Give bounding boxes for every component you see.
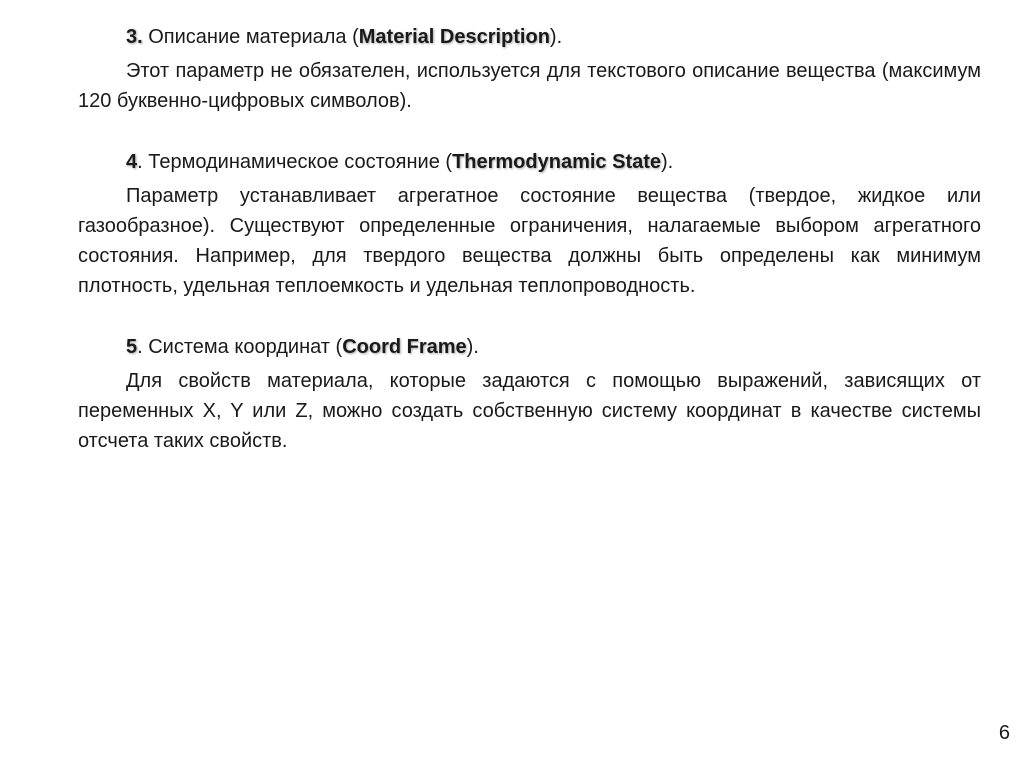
section-title-prefix: . Термодинамическое состояние ( bbox=[137, 151, 453, 173]
section-coord-frame bbox=[78, 332, 981, 456]
section-number: 4 bbox=[126, 151, 138, 173]
section-heading bbox=[78, 22, 981, 52]
section-title-prefix: Описание материала ( bbox=[142, 26, 359, 48]
section-title-suffix: ). bbox=[466, 336, 479, 358]
section-title-suffix: ). bbox=[661, 151, 674, 173]
section-material-description bbox=[78, 22, 981, 116]
section-body-text: Для свойств материала, которые задаются с помощью выражений, зависящих от переменных X, Y или Z, можно создать собственную систему координат в качестве системы отсчета таких свойств. bbox=[78, 370, 981, 452]
section-term: Material Description bbox=[358, 26, 550, 48]
page-number: 6 bbox=[998, 722, 1010, 744]
section-title-prefix: . Система координат ( bbox=[137, 336, 343, 358]
section-thermodynamic-state bbox=[78, 147, 981, 301]
section-heading bbox=[78, 332, 981, 362]
section-title-suffix: ). bbox=[549, 26, 563, 48]
section-body-text: Этот параметр не обязателен, используется для текстового описание вещества (максимум 120 буквенно-цифровых символов). bbox=[78, 60, 981, 112]
section-heading bbox=[78, 147, 981, 177]
section-number: 3. bbox=[126, 26, 143, 48]
section-term: Coord Frame bbox=[342, 336, 467, 358]
section-number: 5 bbox=[126, 336, 138, 358]
slide-content bbox=[78, 22, 981, 456]
section-term: Thermodynamic State bbox=[452, 151, 662, 173]
section-body-text: Параметр устанавливает агрегатное состояние вещества (твердое, жидкое или газообразное). Существуют определенные ограничения, налагаемые выбором агрегатного состояния. Например, для твердого вещества должны быть определены как минимум плотность, удельная теплоемкость и удельная теплопроводность. bbox=[78, 185, 981, 297]
